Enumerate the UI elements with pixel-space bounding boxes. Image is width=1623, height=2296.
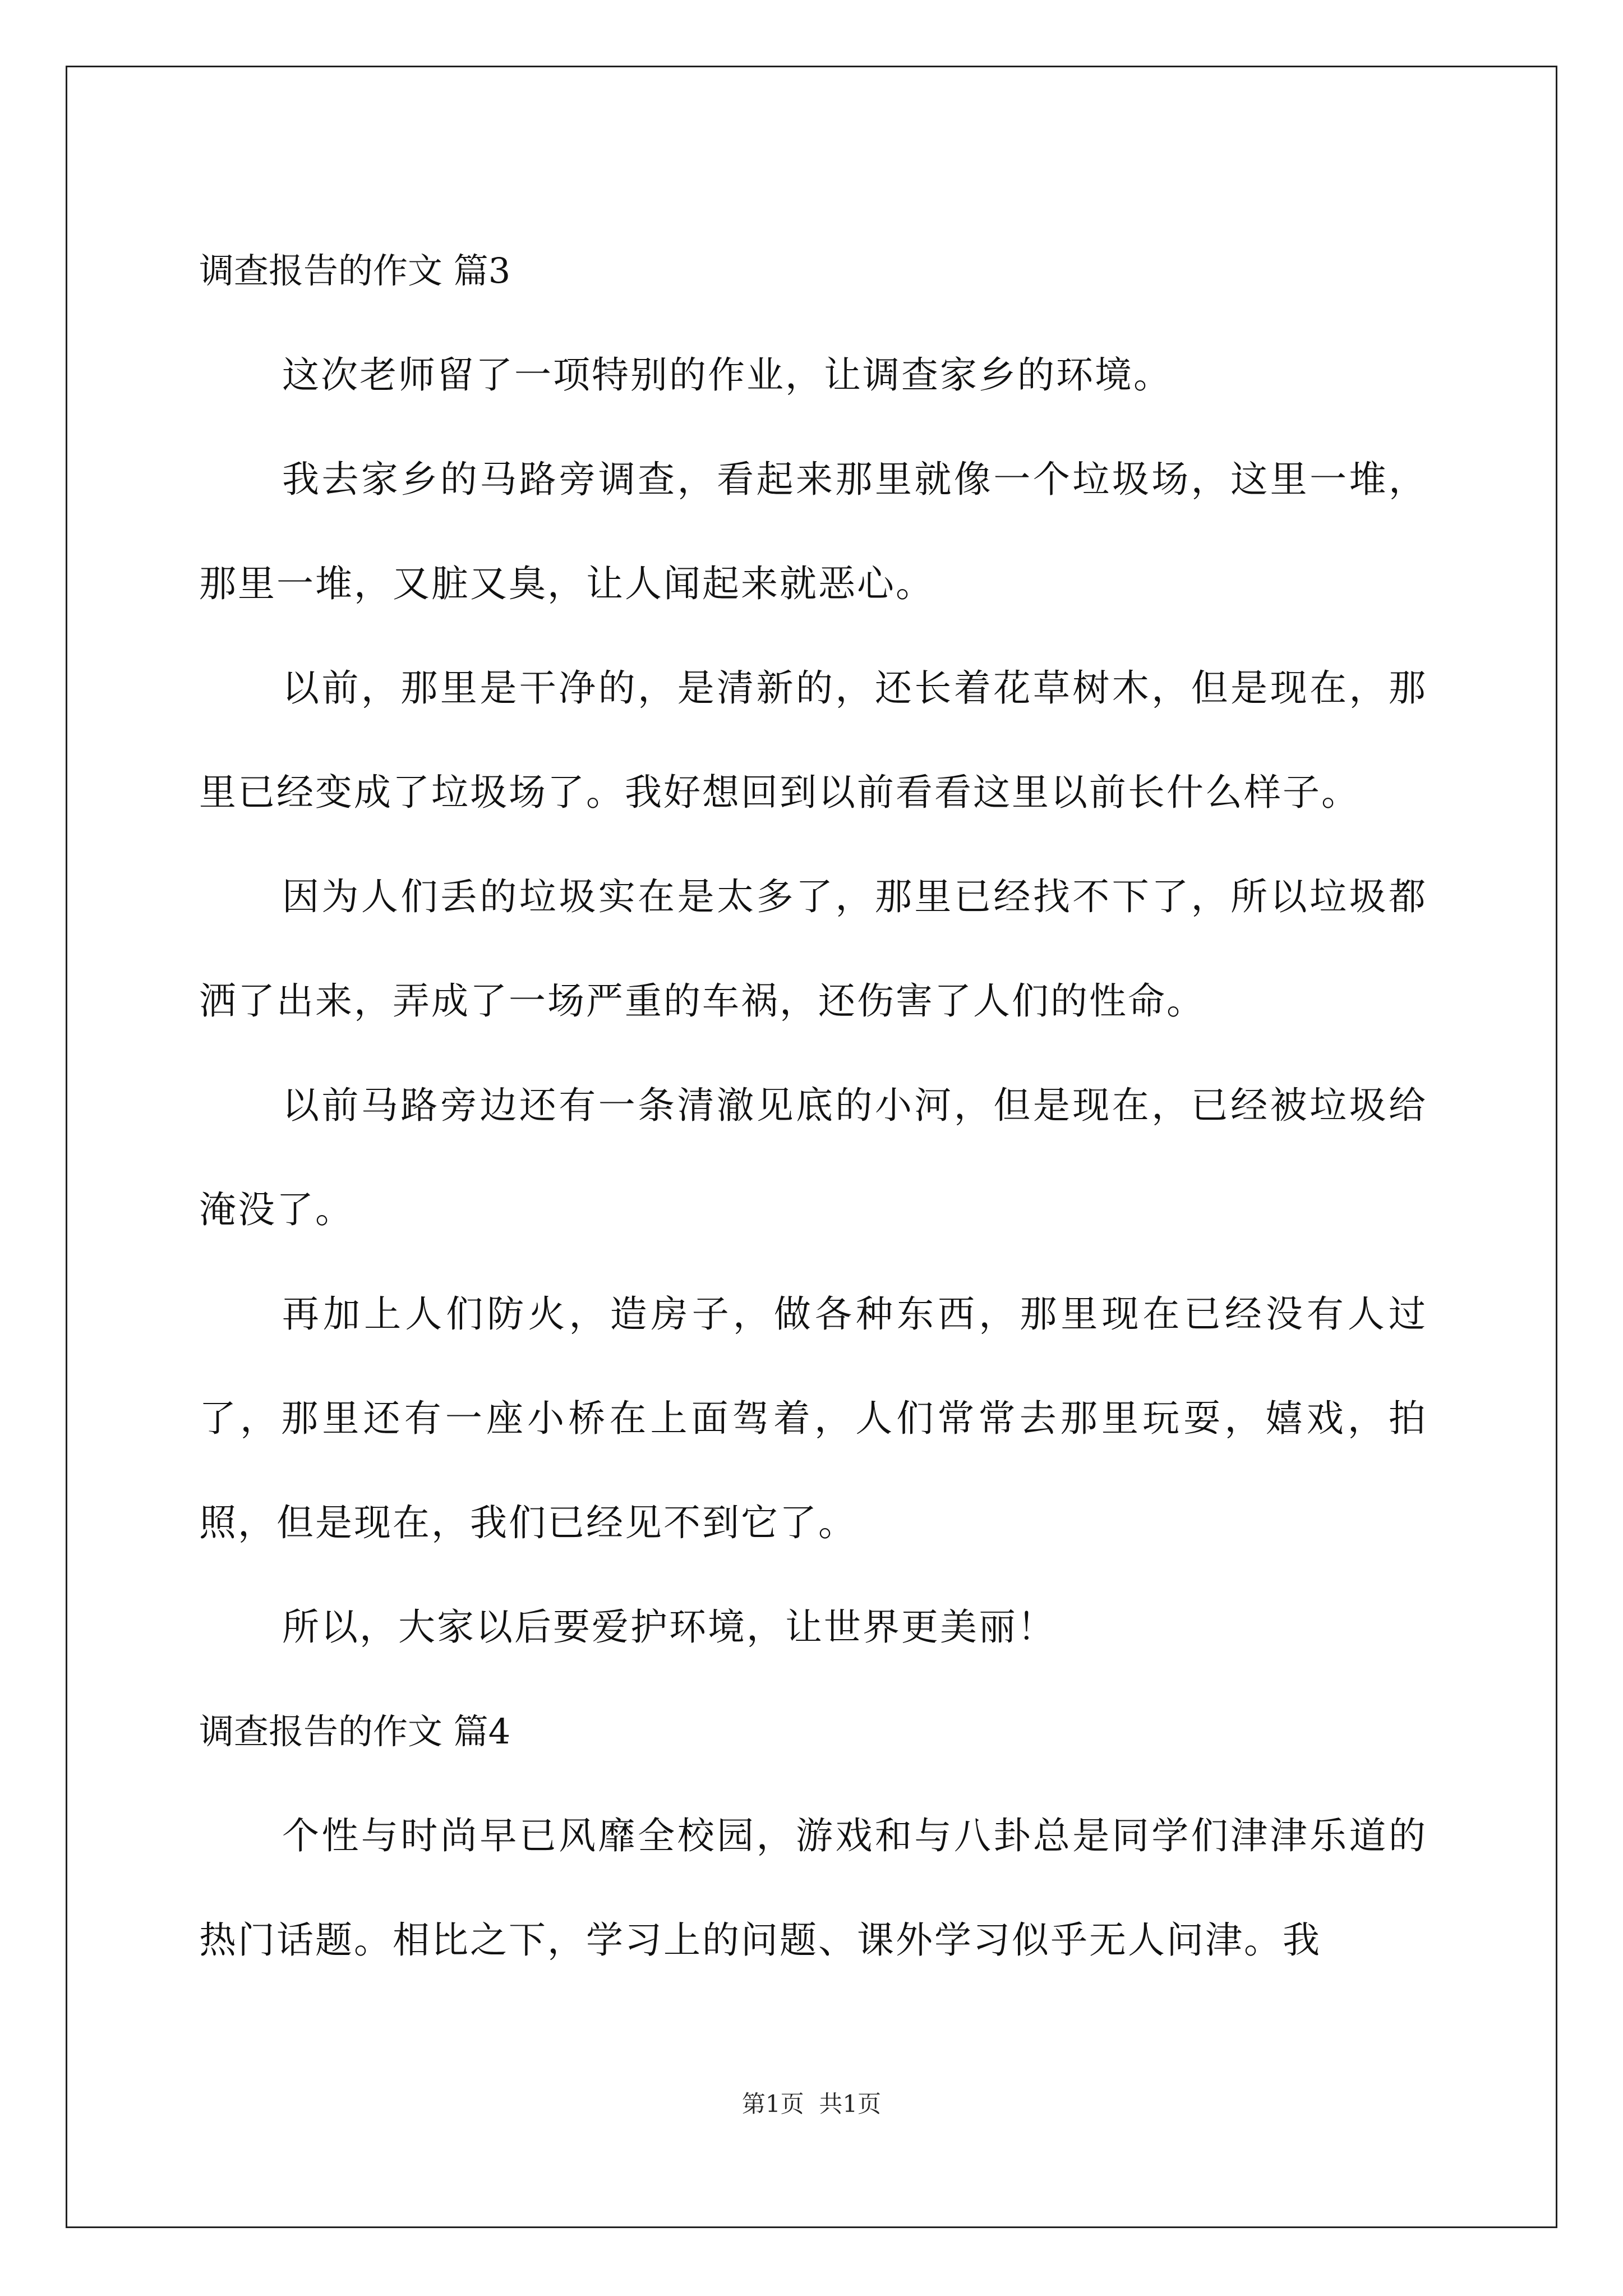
paragraph: 所以，大家以后要爱护环境，让世界更美丽！ [282,1605,1056,1649]
section-heading: 调查报告的作文 篇4 [199,1711,511,1752]
section-3 [199,219,1427,1680]
document-body [199,219,1427,1993]
paragraph: 以前马路旁边还有一条清澈见底的小河，但是现在，已经被垃圾给淹没了。 [199,1084,1427,1231]
paragraph: 这次老师留了一项特别的作业，让调查家乡的环境。 [282,353,1172,397]
paragraph: 以前，那里是干净的，是清新的，还长着花草树木，但是现在，那里已经变成了垃圾场了。我好想回到以前看看这里以前长什么样子。 [199,666,1427,814]
paragraph: 我去家乡的马路旁调查，看起来那里就像一个垃圾场，这里一堆，那里一堆，又脏又臭，让人闻起来就恶心。 [199,458,1427,605]
paragraph: 个性与时尚早已风靡全校园，游戏和与八卦总是同学们津津乐道的热门话题。相比之下，学习上的问题、课外学习似乎无人问津。我 [199,1814,1427,1962]
section-heading: 调查报告的作文 篇3 [199,250,511,291]
paragraph: 因为人们丢的垃圾实在是太多了，那里已经找不下了，所以垃圾都洒了出来，弄成了一场严重的车祸，还伤害了人们的性命。 [199,875,1427,1023]
paragraph: 再加上人们防火，造房子，做各种东西，那里现在已经没有人过了，那里还有一座小桥在上面驾着，人们常常去那里玩耍，嬉戏，拍照，但是现在，我们已经见不到它了。 [199,1292,1427,1544]
page-number-footer: 第1页 共1页 [741,2090,882,2118]
section-4 [199,1680,1427,1993]
